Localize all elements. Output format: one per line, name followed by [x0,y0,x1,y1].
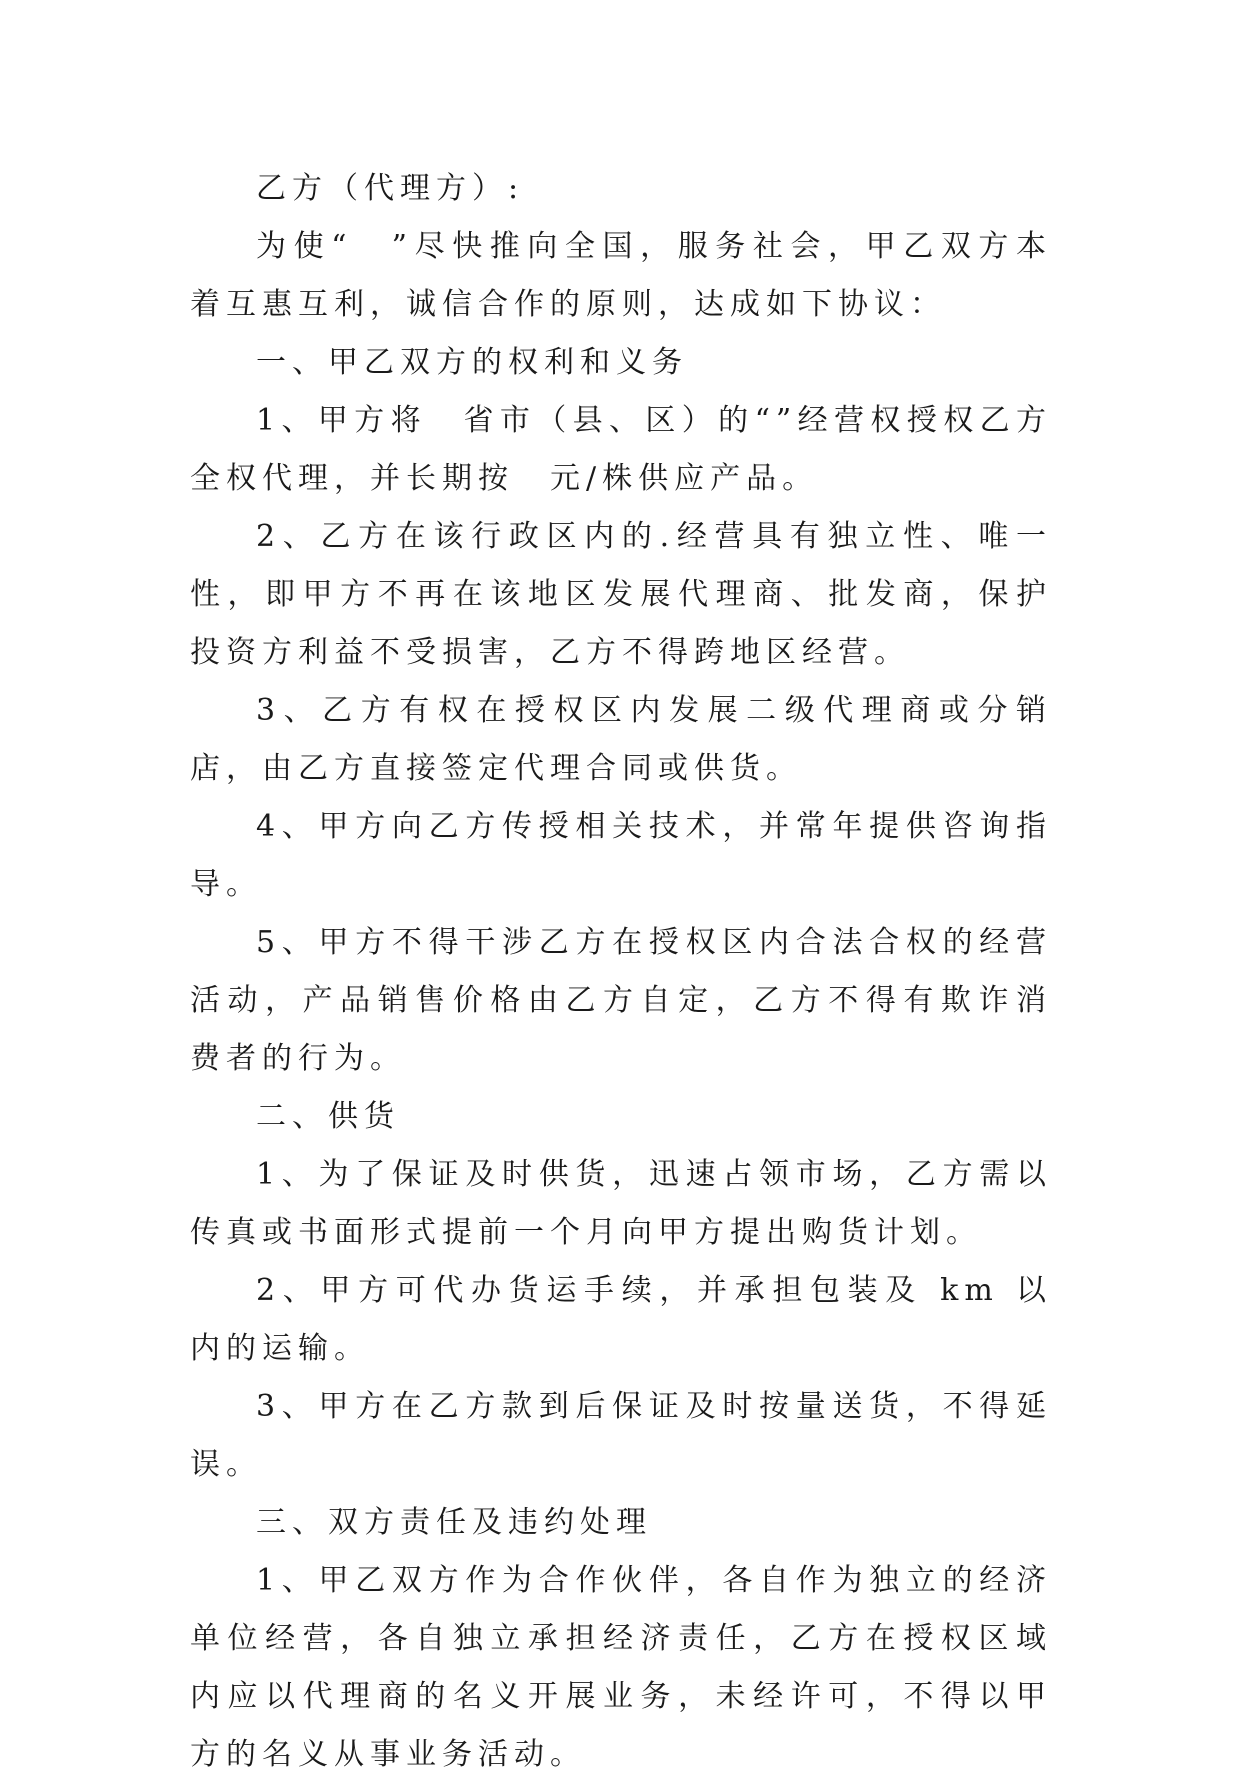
document-body [190,160,1052,1784]
rights-clause-3: 3、乙方有权在授权区内发展二级代理商或分销店，由乙方直接签定代理合同或供货。 [190,693,1052,786]
supply-clause-1: 1、为了保证及时供货，迅速占领市场，乙方需以传真或书面形式提前一个月向甲方提出购货计划。 [190,1157,1052,1250]
section-heading-supply: 二、供货 [256,1099,400,1134]
supply-clause-2: 2、甲方可代办货运手续，并承担包装及 km 以内的运输。 [190,1273,1052,1366]
rights-clause-1: 1、甲方将 省市（县、区）的“”经营权授权乙方全权代理，并长期按 元/株供应产品。 [190,403,1052,496]
rights-clause-2: 2、乙方在该行政区内的.经营具有独立性、唯一性，即甲方不再在该地区发展代理商、批发商，保护投资方利益不受损害，乙方不得跨地区经营。 [190,519,1052,670]
section-heading-liability: 三、双方责任及违约处理 [256,1505,652,1540]
rights-clause-4: 4、甲方向乙方传授相关技术，并常年提供咨询指导。 [190,809,1052,902]
preamble-paragraph: 为使“ ”尽快推向全国，服务社会，甲乙双方本着互惠互利，诚信合作的原则，达成如下协议： [190,229,1052,322]
supply-clause-3: 3、甲方在乙方款到后保证及时按量送货，不得延误。 [190,1389,1052,1482]
party-b-line: 乙方（代理方）: [256,171,525,206]
section-heading-rights: 一、甲乙双方的权利和义务 [256,345,688,380]
rights-clause-5: 5、甲方不得干涉乙方在授权区内合法合权的经营活动，产品销售价格由乙方自定，乙方不得有欺诈消费者的行为。 [190,925,1052,1076]
liability-clause-1: 1、甲乙双方作为合作伙伴，各自作为独立的经济单位经营，各自独立承担经济责任，乙方在授权区域内应以代理商的名义开展业务，未经许可，不得以甲方的名义从事业务活动。 [190,1563,1052,1772]
